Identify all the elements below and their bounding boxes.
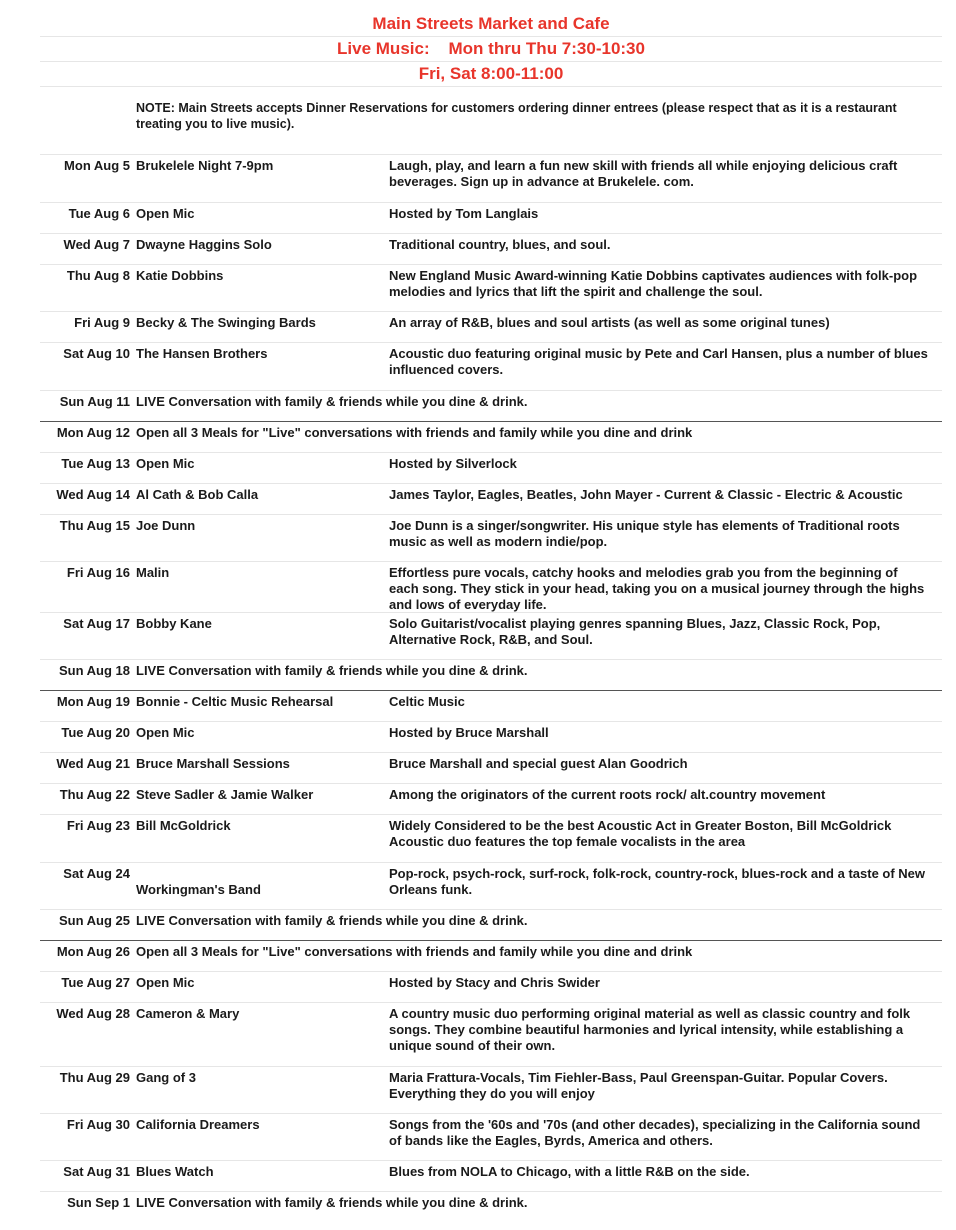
reservation-note: NOTE: Main Streets accepts Dinner Reservations for customers ordering dinner entrees (please respect that as it is a restaurant treating you to live music). [136, 101, 897, 131]
event-row [40, 862, 942, 897]
event-name: Open Mic [136, 975, 195, 990]
event-description: James Taylor, Eagles, Beatles, John Mayer - Current & Classic - Electric & Acoustic [389, 487, 903, 502]
event-description: Widely Considered to be the best Acoustic Act in Greater Boston, Bill McGoldrick Acoustic duo features the top female vocalists in the area [389, 818, 892, 849]
event-name: California Dreamers [136, 1117, 260, 1132]
event-description: Hosted by Tom Langlais [389, 206, 539, 221]
event-date: Wed Aug 21 [56, 756, 130, 771]
event-name: Al Cath & Bob Calla [136, 487, 259, 502]
event-name: LIVE Conversation with family & friends while you dine & drink. [136, 1195, 528, 1210]
event-description: Traditional country, blues, and soul. [389, 237, 611, 252]
event-row [40, 721, 942, 740]
event-date: Fri Aug 23 [66, 818, 130, 833]
event-description: Hosted by Bruce Marshall [389, 725, 549, 740]
event-description: Hosted by Stacy and Chris Swider [389, 975, 600, 990]
event-name: Steve Sadler & Jamie Walker [136, 787, 314, 802]
event-row [40, 421, 942, 440]
event-row [40, 612, 942, 647]
event-row [40, 783, 942, 802]
event-row [40, 752, 942, 771]
event-row [40, 909, 942, 928]
event-row [40, 1160, 942, 1179]
event-row [40, 202, 942, 221]
event-date: Tue Aug 13 [61, 456, 130, 471]
event-date: Sun Aug 11 [59, 394, 130, 409]
event-date: Fri Aug 9 [74, 315, 130, 330]
event-name: The Hansen Brothers [136, 346, 268, 361]
weekend-hours: Fri, Sat 8:00-11:00 [40, 62, 942, 87]
event-description: Blues from NOLA to Chicago, with a little R&B on the side. [389, 1164, 750, 1179]
event-name: Gang of 3 [136, 1070, 196, 1085]
event-date: Mon Aug 5 [64, 158, 130, 173]
event-row [40, 1191, 942, 1210]
event-row [40, 1113, 942, 1148]
event-name: Cameron & Mary [136, 1006, 240, 1021]
event-date: Tue Aug 6 [68, 206, 130, 221]
event-date: Thu Aug 15 [59, 518, 130, 533]
event-name: Open Mic [136, 725, 195, 740]
event-date: Thu Aug 22 [59, 787, 130, 802]
event-description: An array of R&B, blues and soul artists (as well as some original tunes) [389, 315, 830, 330]
event-row [40, 561, 942, 612]
event-name: Bill McGoldrick [136, 818, 231, 833]
venue-title: Main Streets Market and Cafe [40, 12, 942, 37]
event-description: Bruce Marshall and special guest Alan Goodrich [389, 756, 688, 771]
event-name: Open Mic [136, 456, 195, 471]
event-name: Bonnie - Celtic Music Rehearsal [136, 694, 334, 709]
weekday-hours: Live Music: Mon thru Thu 7:30-10:30 [40, 37, 942, 62]
event-name: LIVE Conversation with family & friends while you dine & drink. [136, 394, 528, 409]
event-date: Wed Aug 28 [56, 1006, 130, 1021]
event-row [40, 659, 942, 678]
event-description: Among the originators of the current roots rock/ alt.country movement [389, 787, 826, 802]
event-row [40, 690, 942, 709]
event-name: Open all 3 Meals for "Live" conversations with friends and family while you dine and drink [136, 944, 693, 959]
event-name: LIVE Conversation with family & friends while you dine & drink. [136, 663, 528, 678]
event-name: Becky & The Swinging Bards [136, 315, 316, 330]
event-description: Pop-rock, psych-rock, surf-rock, folk-rock, country-rock, blues-rock and a taste of New Orleans funk. [389, 866, 926, 897]
event-name: Open all 3 Meals for "Live" conversations with friends and family while you dine and drink [136, 425, 693, 440]
event-description: Songs from the '60s and '70s (and other decades), specializing in the California sound of bands like the Eagles, Byrds, America and others. [389, 1117, 921, 1148]
event-description: New England Music Award-winning Katie Dobbins captivates audiences with folk-pop melodies and lyrics that lift the spirit and challenge the soul. [389, 268, 918, 299]
event-row [40, 483, 942, 502]
event-name: Bruce Marshall Sessions [136, 756, 290, 771]
event-date: Sat Aug 24 [63, 866, 130, 881]
event-date: Fri Aug 16 [66, 565, 130, 580]
event-name: Bobby Kane [136, 616, 212, 631]
event-date: Sat Aug 31 [63, 1164, 130, 1179]
event-description: Laugh, play, and learn a fun new skill with friends all while enjoying delicious craft beverages. Sign up in advance at Brukelele. com. [389, 158, 898, 189]
event-description: Celtic Music [389, 694, 465, 709]
event-row [40, 971, 942, 990]
event-date: Sun Aug 25 [58, 913, 130, 928]
event-date: Mon Aug 26 [56, 944, 130, 959]
event-date: Mon Aug 12 [56, 425, 130, 440]
event-date: Wed Aug 14 [56, 487, 130, 502]
event-name: Malin [136, 565, 170, 580]
event-row [40, 940, 942, 959]
event-row [40, 814, 942, 849]
event-name: Brukelele Night 7-9pm [136, 158, 274, 173]
event-row [40, 1066, 942, 1101]
event-name: Workingman's Band [136, 882, 261, 897]
event-row [40, 311, 942, 330]
event-description: Hosted by Silverlock [389, 456, 517, 471]
event-row [40, 264, 942, 299]
event-date: Sun Sep 1 [67, 1195, 130, 1210]
event-date: Sun Aug 18 [58, 663, 130, 678]
event-description: Solo Guitarist/vocalist playing genres spanning Blues, Jazz, Classic Rock, Pop, Alternative Rock, R&B, and Soul. [389, 616, 881, 647]
event-name: Joe Dunn [136, 518, 196, 533]
event-date: Sat Aug 10 [63, 346, 130, 361]
event-date: Wed Aug 7 [63, 237, 130, 252]
schedule-sheet [40, 12, 942, 1210]
event-row [40, 233, 942, 252]
event-description: Acoustic duo featuring original music by Pete and Carl Hansen, plus a number of blues influenced covers. [389, 346, 928, 377]
event-row [40, 390, 942, 409]
event-date: Tue Aug 20 [61, 725, 130, 740]
event-date: Mon Aug 19 [56, 694, 130, 709]
event-name: Dwayne Haggins Solo [136, 237, 272, 252]
event-date: Tue Aug 27 [61, 975, 130, 990]
event-date: Thu Aug 29 [59, 1070, 130, 1085]
event-row [40, 514, 942, 549]
event-date: Sat Aug 17 [63, 616, 130, 631]
event-description: Joe Dunn is a singer/songwriter. His unique style has elements of Traditional roots music as well as modern indie/pop. [389, 518, 900, 549]
event-date: Fri Aug 30 [66, 1117, 130, 1132]
event-name: Katie Dobbins [136, 268, 224, 283]
event-row [40, 154, 942, 189]
event-row [40, 452, 942, 471]
event-name: Blues Watch [136, 1164, 214, 1179]
event-description: Maria Frattura-Vocals, Tim Fiehler-Bass, Paul Greenspan-Guitar. Popular Covers. Everything they do you will enjoy [389, 1070, 888, 1101]
event-description: A country music duo performing original material as well as classic country and folk songs. They combine beautiful harmonies and lyrical intensity, while establishing a unique sound of their own. [389, 1006, 911, 1053]
event-description: Effortless pure vocals, catchy hooks and melodies grab you from the beginning of each song. They stick in your head, taking you on a musical journey through the highs and lows of everyday life. [389, 565, 925, 612]
event-name: LIVE Conversation with family & friends while you dine & drink. [136, 913, 528, 928]
event-name: Open Mic [136, 206, 195, 221]
event-date: Thu Aug 8 [66, 268, 130, 283]
event-row [40, 342, 942, 377]
event-row [40, 1002, 942, 1053]
